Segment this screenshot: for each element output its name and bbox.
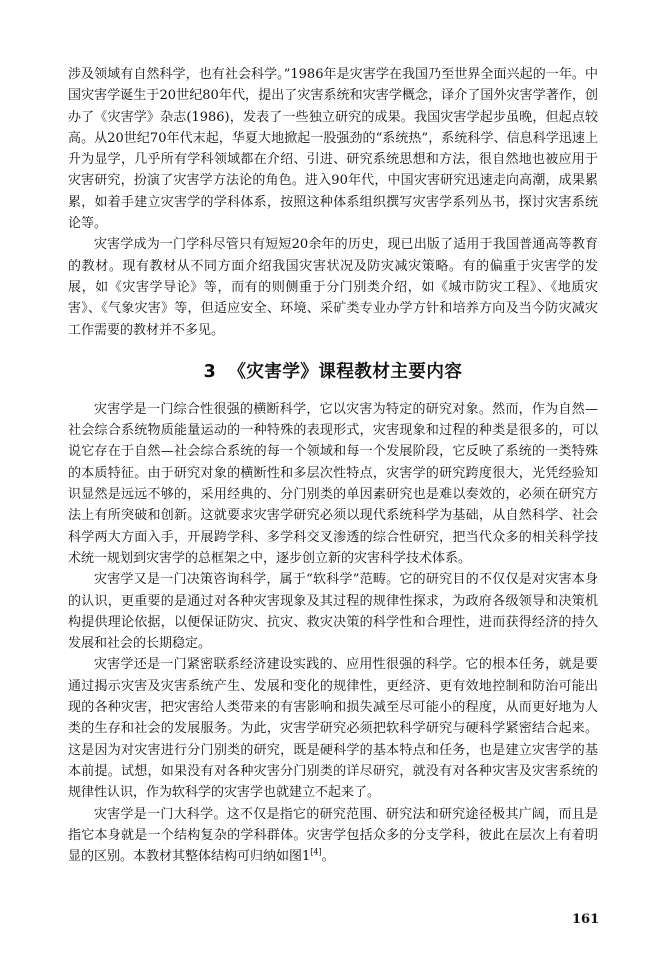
page-body	[68, 64, 598, 867]
paragraph-5: 灾害学还是一门紧密联系经济建设实践的、应用性很强的科学。它的根本任务，就是要通过揭示灾害及灾害系统产生、发展和变化的规律性，更经济、更有效地控制和防治可能出现的各种灾害，把灾害给人类带来的有害影响和损失减至尽可能小的程度，从而更好地为人类的生存和社会的发展服务。为此，灾害学研究必须把软科学研究与硬科学紧密结合起来。这是因为对灾害进行分门别类的研究，既是硬科学的基本特点和任务，也是建立灾害学的基本前提。试想，如果没有对各种灾害分门别类的详尽研究，就没有对各种灾害及灾害系统的规律性认识，作为软科学的灾害学也就建立不起来了。	[68, 657, 598, 801]
section-number: 3	[203, 361, 217, 382]
section-title: 《灾害学》课程教材主要内容	[228, 361, 463, 382]
section-heading	[68, 358, 598, 383]
citation-reference[interactable]: [4]	[310, 847, 322, 857]
paragraph-6-text: 灾害学是一门大科学。这不仅是指它的研究范围、研究法和研究途径极其广阔，而且是指它本身就是一个结构复杂的学科群体。灾害学包括众多的分支学科，彼此在层次上有着明显的区别。本教材其整体结构可归纳如图1	[68, 806, 598, 865]
paragraph-2: 灾害学成为一门学科尽管只有短短20余年的历史，现已出版了适用于我国普通高等教育的教材。现有教材从不同方面介绍我国灾害状况及防灾减灾策略。有的偏重于灾害学的发展，如《灾害学导论》等，而有的则侧重于分门别类介绍，如《城市防灾工程》、《地质灾害》、《气象灾害》等，但适应安全、环境、采矿类专业办学方针和培养方向及当今防灾减灾工作需要的教材并不多见。	[68, 237, 598, 338]
paragraph-6-end: 。	[321, 849, 335, 865]
paragraph-3: 灾害学是一门综合性很强的横断科学，它以灾害为特定的研究对象。然而，作为自然—社会综合系统物质能量运动的一种特殊的表现形式，灾害现象和过程的种类是很多的，可以说它存在于自然—社会综合系统的每一个领域和每一个发展阶段，它反映了系统的一类特殊的本质特征。由于研究对象的横断性和多层次性特点，灾害学的研究跨度很大，光凭经验知识显然是远远不够的，采用经典的、分门别类的单因素研究也是难以奏效的，必须在研究方法上有所突破和创新。这就要求灾害学研究必须以现代系统科学为基础，从自然科学、社会科学两大方面入手，开展跨学科、多学科交叉渗透的综合性研究，把当代众多的相关科学技术统一规划到灾害学的总框架之中，逐步创立新的灾害科学技术体系。	[68, 401, 598, 566]
paragraph-1: 涉及领域有自然科学，也有社会科学。”1986年是灾害学在我国乃至世界全面兴起的一年。中国灾害学诞生于20世纪80年代，提出了灾害系统和灾害学概念，译介了国外灾害学著作，创办了《灾害学》杂志(1986)，发表了一些独立研究的成果。我国灾害学起步虽晚，但起点较高。从20世纪70年代末起，华夏大地掀起一股强劲的“系统热”，系统科学、信息科学迅速上升为显学，几乎所有学科领域都在介绍、引进、研究系统思想和方法，很自然地也被应用于灾害研究，扮演了灾害学方法论的角色。进入90年代，中国灾害研究迅速走向高潮，成果累累，如着手建立灾害学的学科体系，按照这种体系组织撰写灾害学系列丛书，探讨灾害系统论等。	[68, 67, 598, 232]
paragraph-6	[68, 804, 598, 868]
page-number: 161	[572, 912, 600, 927]
paragraph-4: 灾害学又是一门决策咨询科学，属于“软科学”范畴。它的研究目的不仅仅是对灾害本身的认识，更重要的是通过对各种灾害现象及其过程的规律性探求，为政府各级领导和决策机构提供理论依据，以便保证防灾、抗灾、救灾决策的科学性和合理性，进而获得经济的持久发展和社会的长期稳定。	[68, 572, 598, 652]
